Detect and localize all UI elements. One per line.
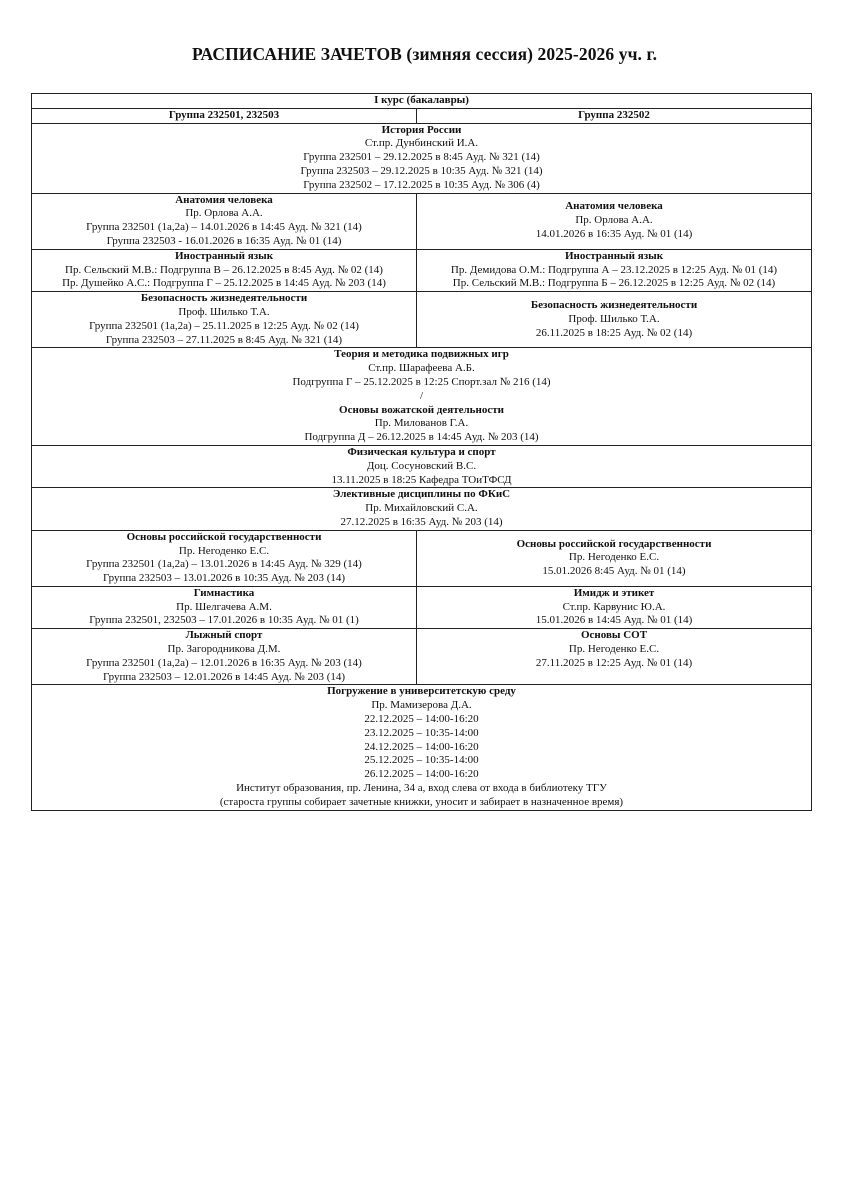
- schedule-line: Группа 232501, 232503 – 17.01.2026 в 10:35 Ауд. № 01 (1): [89, 614, 359, 627]
- subject-title: Теория и методика подвижных игр: [334, 348, 509, 361]
- history-row: [32, 123, 812, 193]
- teacher-name: Ст.пр. Карвунис Ю.А.: [562, 600, 666, 613]
- group-header-left: Группа 232501, 232503: [32, 108, 417, 123]
- gymnastics-cell: [32, 586, 417, 628]
- schedule-line: 27.12.2025 в 16:35 Ауд. № 203 (14): [340, 515, 503, 528]
- anatomy-right-cell: [417, 193, 812, 249]
- teacher-name: Пр. Михайловский С.А.: [365, 502, 478, 515]
- subject-title: Анатомия человека: [175, 193, 273, 206]
- statehood-left-cell: [32, 530, 417, 586]
- schedule-line: Группа 232501 (1а,2а) – 13.01.2026 в 14:45 Ауд. № 329 (14): [86, 558, 362, 571]
- subject-title: Иностранный язык: [174, 249, 274, 262]
- teacher-name: Проф. Шилько Т.А.: [568, 312, 660, 325]
- schedule-line: Пр. Душейко А.С.: Подгруппа Г – 25.12.2025 в 14:45 Ауд. № 203 (14): [62, 277, 386, 290]
- gymnastics-row: [32, 586, 812, 628]
- date-line: 24.12.2025 – 14:00-16:20: [364, 740, 479, 753]
- course-row: [32, 94, 812, 109]
- foreign-right-cell: [417, 249, 812, 291]
- schedule-line: Группа 232503 – 27.11.2025 в 8:45 Ауд. № 321 (14): [105, 333, 343, 346]
- note-line: (староста группы собирает зачетные книжки, уносит и забирает в назначенное время): [219, 795, 624, 808]
- games-cell: [32, 348, 812, 446]
- schedule-line: Группа 232501 (1а,2а) – 25.11.2025 в 12:25 Ауд. № 02 (14): [89, 319, 359, 332]
- schedule-line: 15.01.2026 8:45 Ауд. № 01 (14): [542, 565, 686, 578]
- schedule-line: Группа 232503 – 29.12.2025 в 10:35 Ауд. № 321 (14): [300, 164, 543, 177]
- elective-cell: [32, 488, 812, 530]
- date-line: 23.12.2025 – 10:35-14:00: [364, 726, 479, 739]
- group-header-row: [32, 108, 812, 123]
- teacher-name: Пр. Милованов Г.А.: [374, 417, 469, 430]
- pe-row: [32, 445, 812, 487]
- schedule-line: Группа 232503 - 16.01.2026 в 16:35 Ауд. № 01 (14): [106, 234, 342, 247]
- separator-slash: /: [419, 389, 424, 402]
- teacher-name: Ст.пр. Дунбинский И.А.: [364, 137, 479, 150]
- subject-title: Лыжный спорт: [185, 629, 263, 642]
- games-row: [32, 348, 812, 446]
- anatomy-row: [32, 193, 812, 249]
- group-header-right: Группа 232502: [417, 108, 812, 123]
- safety-right-cell: [417, 292, 812, 348]
- teacher-name: Пр. Негоденко Е.С.: [178, 544, 270, 557]
- subject-title: Основы вожатской деятельности: [339, 403, 504, 416]
- sot-cell: [417, 629, 812, 685]
- immersion-cell: [32, 685, 812, 810]
- subject-title: Погружение в университетскую среду: [327, 685, 516, 698]
- schedule-line: Группа 232501 (1а,2а) – 12.01.2026 в 16:35 Ауд. № 203 (14): [86, 656, 362, 669]
- schedule-line: Подгруппа Г – 25.12.2025 в 12:25 Спорт.зал № 216 (14): [292, 375, 551, 388]
- teacher-name: Пр. Негоденко Е.С.: [568, 551, 660, 564]
- date-line: 22.12.2025 – 14:00-16:20: [364, 713, 479, 726]
- teacher-name: Доц. Сосуновский В.С.: [366, 459, 477, 472]
- teacher-name: Пр. Негоденко Е.С.: [568, 643, 660, 656]
- subject-title: Основы российской государственности: [516, 537, 712, 550]
- teacher-name: Проф. Шилько Т.А.: [178, 305, 270, 318]
- subject-title: История России: [381, 123, 462, 136]
- schedule-line: Группа 232503 – 13.01.2026 в 10:35 Ауд. № 203 (14): [102, 572, 346, 585]
- schedule-line: 13.11.2025 в 18:25 Кафедра ТОиТФСД: [331, 473, 512, 486]
- foreign-left-cell: [32, 249, 417, 291]
- schedule-line: Группа 232501 (1а,2а) – 14.01.2026 в 14:45 Ауд. № 321 (14): [86, 221, 362, 234]
- date-line: 26.12.2025 – 14:00-16:20: [364, 768, 479, 781]
- subject-title: Безопасность жизнедеятельности: [140, 292, 308, 305]
- pe-cell: [32, 445, 812, 487]
- page-title: РАСПИСАНИЕ ЗАЧЕТОВ (зимняя сессия) 2025-2026 уч. г.: [191, 44, 658, 64]
- teacher-name: Ст.пр. Шарафеева А.Б.: [368, 362, 475, 375]
- schedule-line: Группа 232501 – 29.12.2025 в 8:45 Ауд. № 321 (14): [303, 151, 540, 164]
- subject-title: Основы российской государственности: [126, 530, 322, 543]
- schedule-table: [31, 93, 812, 811]
- ski-cell: [32, 629, 417, 685]
- schedule-line: 15.01.2026 в 14:45 Ауд. № 01 (14): [535, 614, 693, 627]
- schedule-line: 14.01.2026 в 16:35 Ауд. № 01 (14): [535, 228, 693, 241]
- history-cell: [32, 123, 812, 193]
- teacher-name: Пр. Шелгачева А.М.: [176, 600, 272, 613]
- elective-row: [32, 488, 812, 530]
- subject-title: Иностранный язык: [564, 249, 664, 262]
- teacher-name: Пр. Орлова А.А.: [185, 207, 263, 220]
- image-etiquette-cell: [417, 586, 812, 628]
- anatomy-left-cell: [32, 193, 417, 249]
- ski-row: [32, 629, 812, 685]
- immersion-row: [32, 685, 812, 810]
- schedule-line: 26.11.2025 в 18:25 Ауд. № 02 (14): [535, 326, 693, 339]
- statehood-right-cell: [417, 530, 812, 586]
- statehood-row: [32, 530, 812, 586]
- subject-title: Гимнастика: [193, 586, 255, 599]
- schedule-line: Пр. Сельский М.В.: Подгруппа В – 26.12.2025 в 8:45 Ауд. № 02 (14): [65, 263, 383, 276]
- subject-title: Анатомия человека: [565, 200, 663, 213]
- teacher-name: Пр. Орлова А.А.: [575, 214, 653, 227]
- subject-title: Безопасность жизнедеятельности: [530, 299, 698, 312]
- subject-title: Физическая культура и спорт: [347, 445, 496, 458]
- teacher-name: Пр. Мамизерова Д.А.: [371, 699, 472, 712]
- foreign-row: [32, 249, 812, 291]
- date-line: 25.12.2025 – 10:35-14:00: [364, 754, 479, 767]
- schedule-line: Группа 232502 – 17.12.2025 в 10:35 Ауд. № 306 (4): [303, 178, 540, 191]
- subject-title: Имидж и этикет: [573, 586, 655, 599]
- teacher-name: Пр. Загородникова Д.М.: [167, 643, 281, 656]
- safety-row: [32, 292, 812, 348]
- subject-title: Элективные дисциплины по ФКиС: [332, 488, 511, 501]
- location-line: Институт образования, пр. Ленина, 34 а, вход слева от входа в библиотеку ТГУ: [236, 782, 607, 795]
- course-header: I курс (бакалавры): [32, 94, 812, 109]
- schedule-line: Пр. Демидова О.М.: Подгруппа А – 23.12.2025 в 12:25 Ауд. № 01 (14): [450, 263, 778, 276]
- schedule-line: Подгруппа Д – 26.12.2025 в 14:45 Ауд. № 203 (14): [304, 431, 539, 444]
- schedule-line: 27.11.2025 в 12:25 Ауд. № 01 (14): [535, 656, 693, 669]
- subject-title: Основы СОТ: [580, 629, 648, 642]
- safety-left-cell: [32, 292, 417, 348]
- schedule-line: Группа 232503 – 12.01.2026 в 14:45 Ауд. № 203 (14): [102, 670, 346, 683]
- schedule-line: Пр. Сельский М.В.: Подгруппа Б – 26.12.2025 в 12:25 Ауд. № 02 (14): [452, 277, 776, 290]
